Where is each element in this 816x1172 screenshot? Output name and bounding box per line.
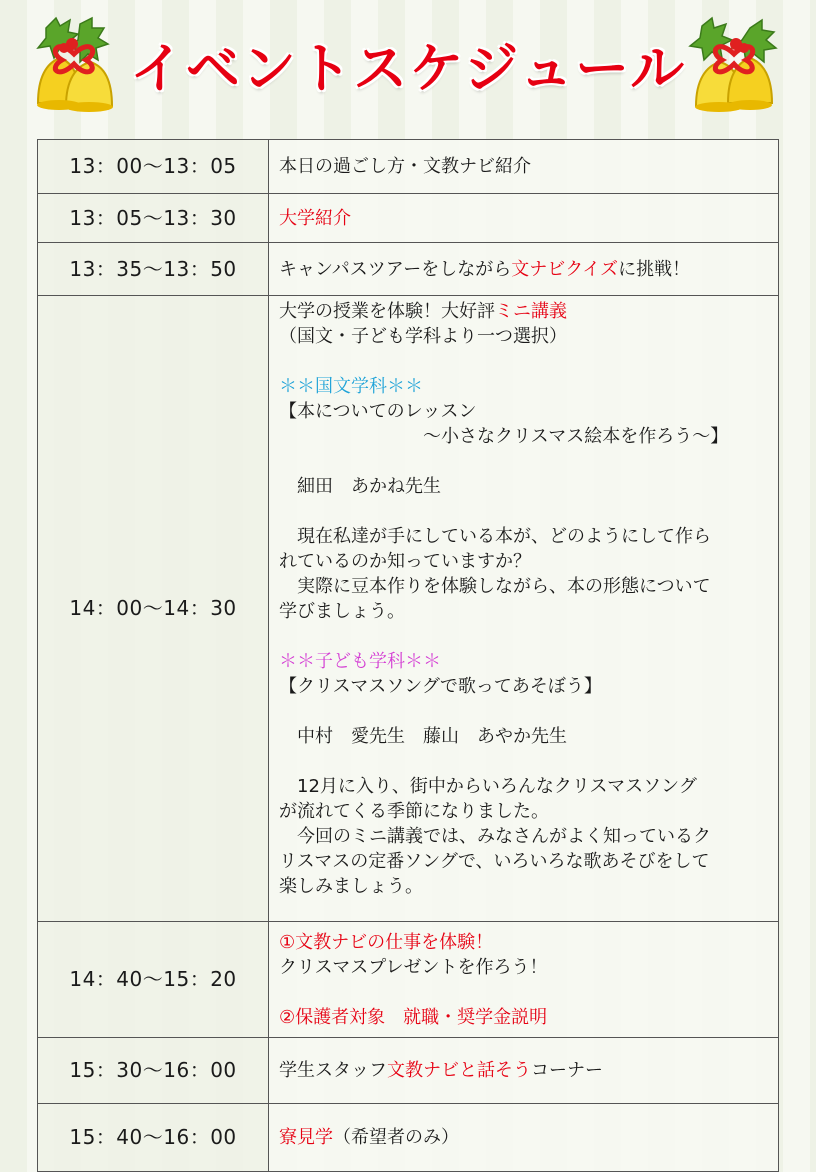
- description-line: [279, 724, 770, 749]
- description-text: 【本についてのレッスン: [279, 401, 477, 422]
- page-title: イベントスケジュール: [129, 37, 687, 100]
- schedule-time: 14：40～15：20: [38, 922, 269, 1038]
- description-text: ②保護者対象 就職・奨学金説明: [279, 1006, 548, 1028]
- description-line: [279, 549, 770, 574]
- schedule-row: [38, 194, 779, 243]
- description-text: 本日の過ごし方・文教ナビ紹介: [279, 156, 531, 177]
- description-line: [279, 874, 770, 899]
- description-line: [279, 574, 770, 599]
- description-text: 今回のミニ講義では、みなさんがよく知っているク: [279, 826, 711, 847]
- description-text: コーナー: [531, 1060, 603, 1081]
- description-line: [279, 749, 770, 774]
- schedule-description: [269, 922, 779, 1038]
- description-line: [279, 799, 770, 824]
- schedule-row: [38, 1038, 779, 1104]
- description-text: ～小さなクリスマス絵本を作ろう～】: [279, 426, 729, 447]
- description-line: [279, 154, 770, 179]
- description-line: [279, 324, 770, 349]
- schedule-description: [269, 194, 779, 243]
- schedule-time: 13：00～13：05: [38, 140, 269, 194]
- schedule-description: [269, 140, 779, 194]
- description-text: （国文・子ども学科より一つ選択）: [279, 326, 567, 347]
- schedule-row: [38, 922, 779, 1038]
- description-text: 実際に豆本作りを体験しながら、本の形態について: [279, 576, 711, 597]
- description-text: 文教ナビと話そう: [387, 1060, 531, 1081]
- schedule-description: [269, 296, 779, 922]
- description-text: キャンパスツアーをしながら: [279, 258, 512, 280]
- description-text: 中村 愛先生 藤山 あやか先生: [279, 726, 567, 747]
- schedule-row: [38, 1104, 779, 1172]
- description-line: [279, 824, 770, 849]
- description-line: [279, 1125, 770, 1150]
- description-line: [279, 499, 770, 524]
- description-text: ＊＊子ども学科＊＊: [279, 651, 441, 672]
- schedule-description: [269, 243, 779, 296]
- description-line: [279, 674, 770, 699]
- description-text: 学生スタッフ: [279, 1060, 387, 1081]
- description-line: [279, 424, 770, 449]
- schedule-row: [38, 243, 779, 296]
- description-line: [279, 599, 770, 624]
- schedule-description: [269, 1104, 779, 1172]
- description-line: [279, 524, 770, 549]
- schedule-time: 14：00～14：30: [38, 296, 269, 922]
- description-text: 文ナビクイズ: [511, 258, 619, 280]
- description-line: [279, 955, 770, 980]
- description-line: [279, 474, 770, 499]
- schedule-description: [269, 1038, 779, 1104]
- description-line: [279, 849, 770, 874]
- description-text: （希望者のみ）: [333, 1127, 459, 1148]
- description-line: [279, 349, 770, 374]
- schedule-time: 15：40～16：00: [38, 1104, 269, 1172]
- description-text: ①文教ナビの仕事を体験！: [279, 931, 494, 953]
- schedule-time: 15：30～16：00: [38, 1038, 269, 1104]
- description-line: [279, 774, 770, 799]
- description-line: [279, 930, 770, 955]
- description-text: 現在私達が手にしている本が、どのようにして作ら: [279, 526, 711, 547]
- description-text: 大学紹介: [279, 207, 351, 229]
- description-text: れているのか知っていますか？: [279, 551, 531, 572]
- description-text: 寮見学: [279, 1127, 333, 1148]
- description-text: ミニ講義: [495, 301, 567, 322]
- description-line: [279, 399, 770, 424]
- description-text: に挑戦！: [618, 258, 691, 280]
- description-text: クリスマスプレゼントを作ろう！: [279, 956, 548, 978]
- description-text: 学びましょう。: [279, 601, 405, 622]
- description-text: リスマスの定番ソングで、いろいろな歌あそびをして: [279, 851, 710, 872]
- description-line: [279, 449, 770, 474]
- description-text: 大学の授業を体験！大好評: [279, 301, 495, 322]
- description-line: [279, 206, 770, 231]
- description-line: [279, 624, 770, 649]
- description-line: [279, 299, 770, 324]
- schedule-table: [37, 139, 779, 1172]
- description-text: 楽しみましょう。: [279, 876, 423, 897]
- description-line: [279, 699, 770, 724]
- description-text: 12月に入り、街中からいろんなクリスマスソング: [279, 776, 697, 797]
- description-line: [279, 374, 770, 399]
- schedule-row: [38, 296, 779, 922]
- description-text: 細田 あかね先生: [279, 476, 441, 497]
- schedule-time: 13：05～13：30: [38, 194, 269, 243]
- description-line: [279, 1005, 770, 1030]
- schedule-row: [38, 140, 779, 194]
- description-line: [279, 980, 770, 1005]
- description-text: ＊＊国文学科＊＊: [279, 376, 423, 397]
- schedule-body: [38, 140, 779, 1172]
- description-text: が流れてくる季節になりました。: [279, 801, 549, 822]
- description-line: [279, 1058, 770, 1083]
- description-text: 【クリスマスソングで歌ってあそぼう】: [279, 676, 602, 697]
- schedule-time: 13：35～13：50: [38, 243, 269, 296]
- description-line: [279, 257, 770, 282]
- description-line: [279, 649, 770, 674]
